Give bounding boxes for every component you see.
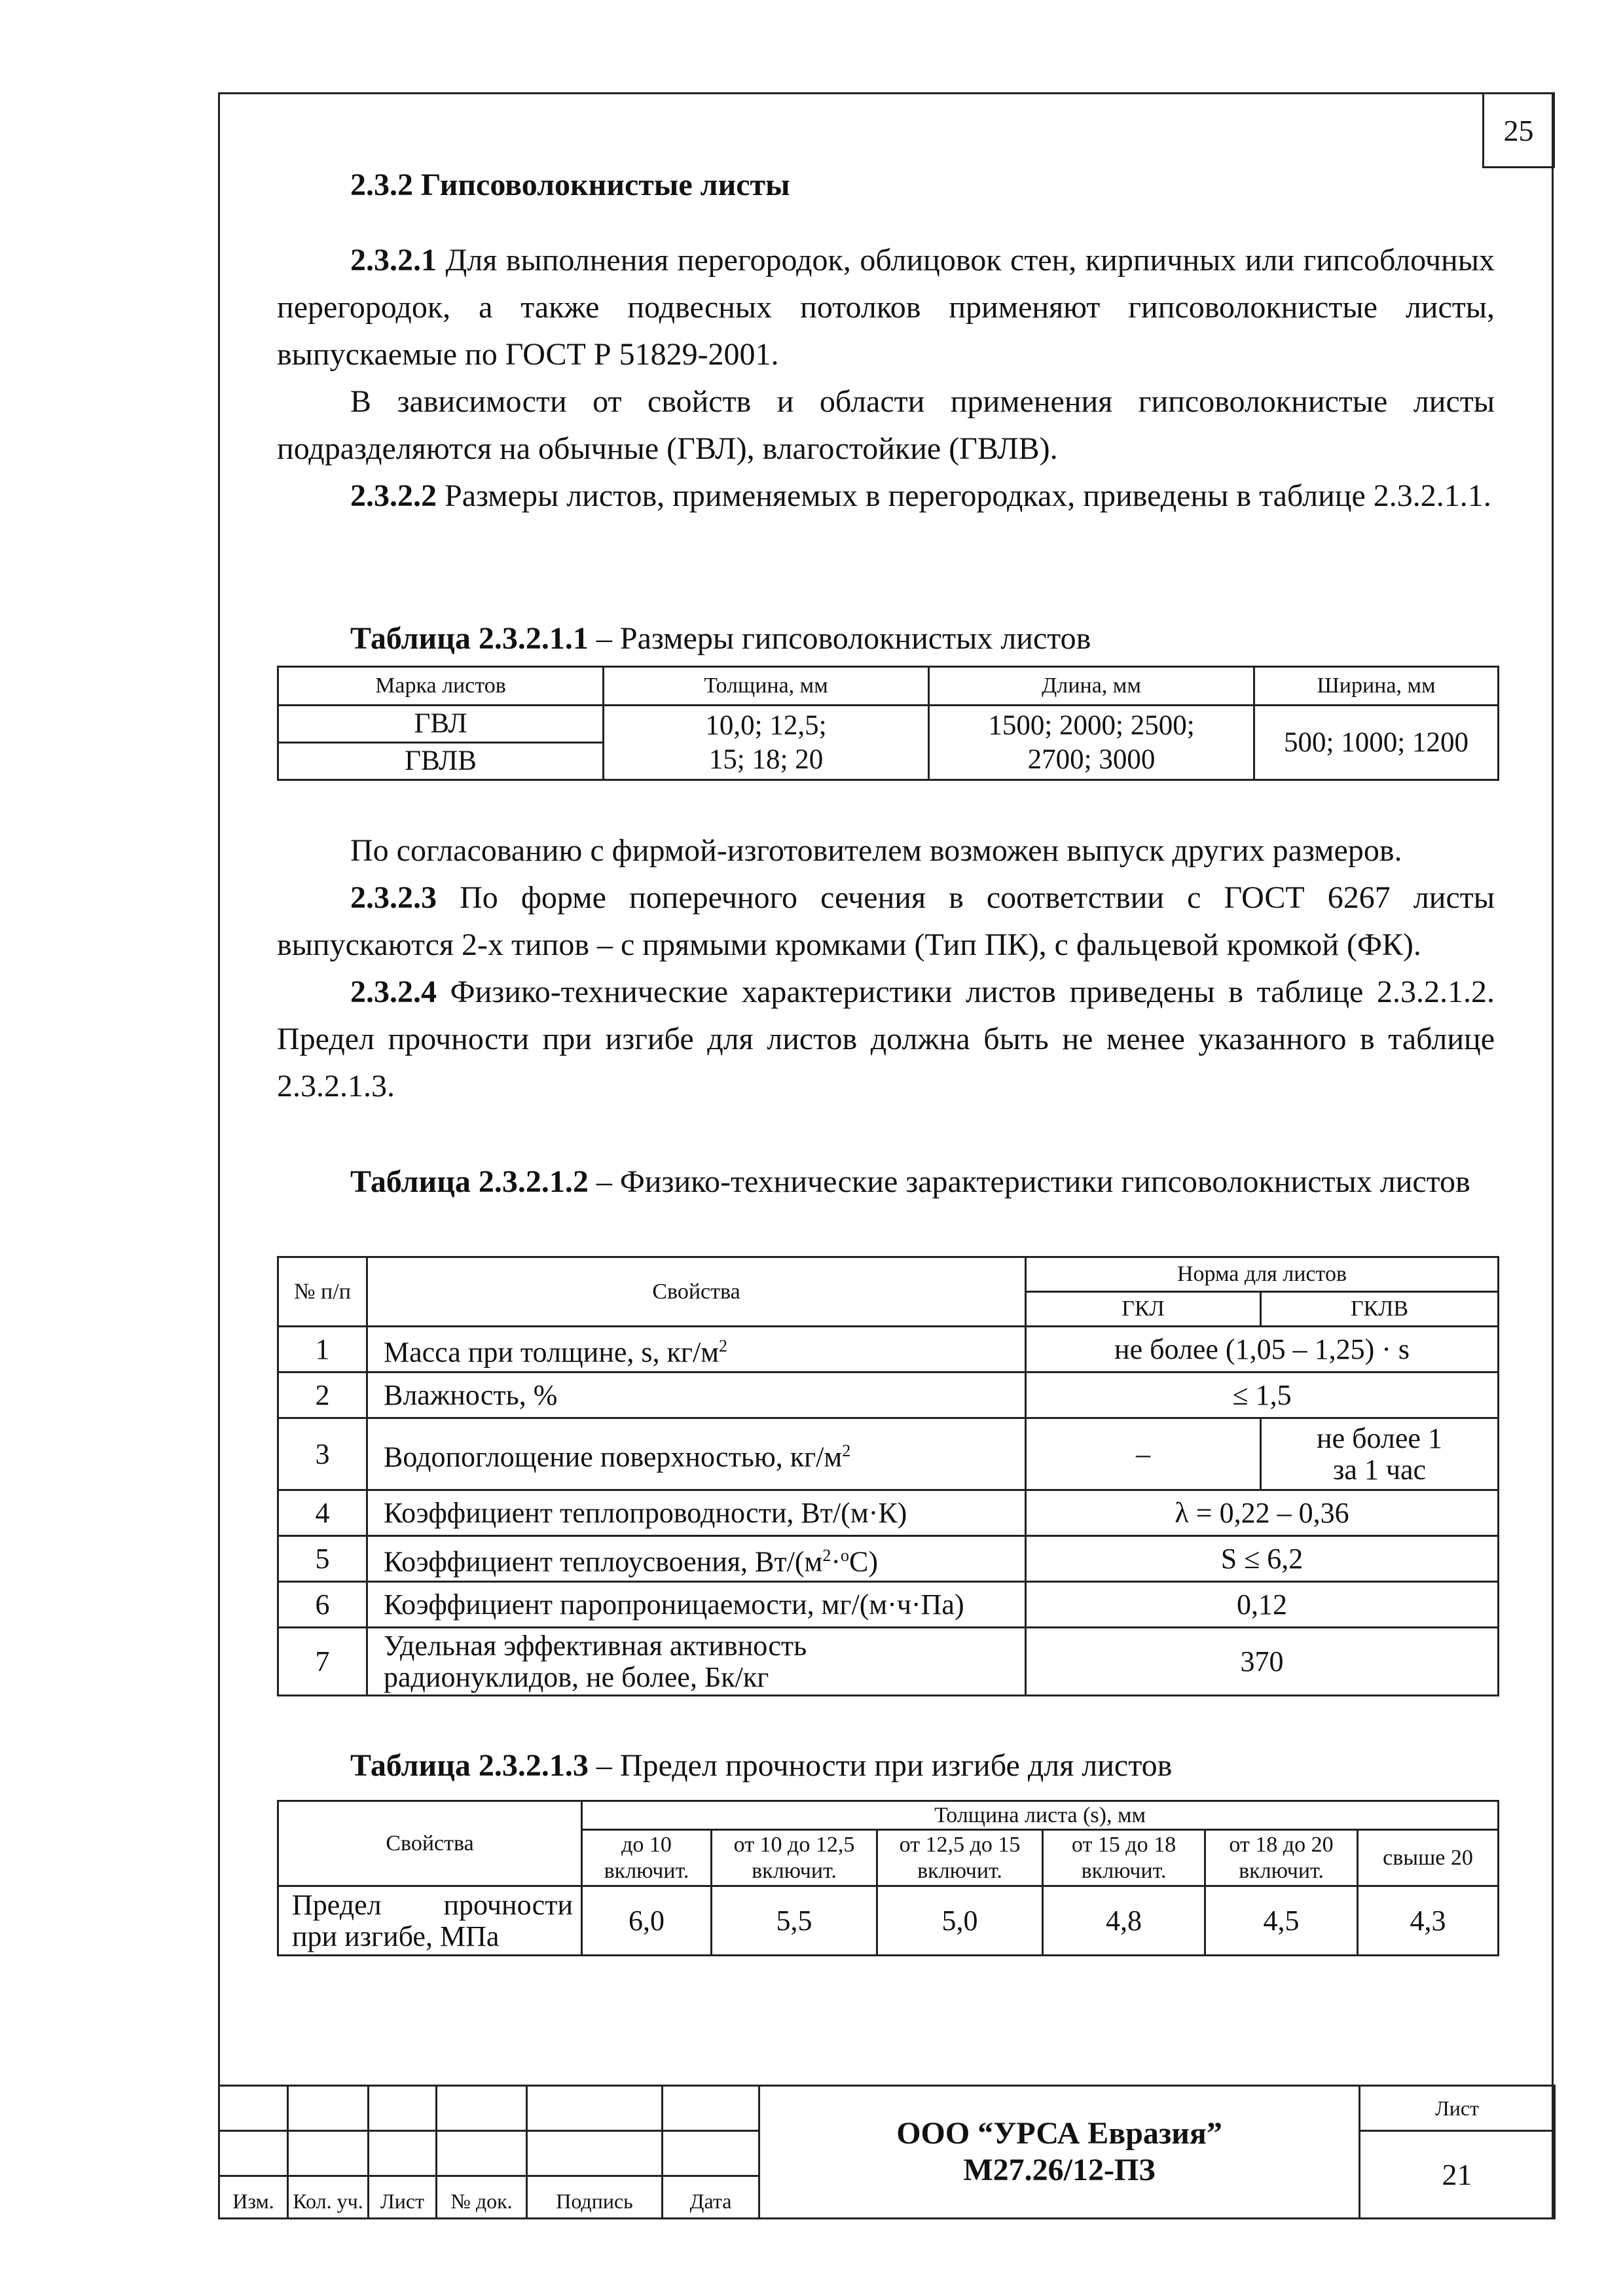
- table-row: [278, 1886, 1499, 1956]
- table3-col-header: [877, 1830, 1043, 1886]
- row-property: [367, 1628, 1026, 1696]
- table-row: [278, 1327, 1499, 1372]
- table3-col-header: [582, 1830, 712, 1886]
- clause-number: 2.3.2.2: [350, 478, 437, 513]
- table2-header-property: Свойства: [367, 1257, 1026, 1327]
- col-line: от 12,5 до 15: [899, 1832, 1021, 1857]
- superscript: 2: [719, 1336, 728, 1355]
- company-name: ООО “УРСА Евразия”: [896, 2116, 1222, 2151]
- col-line: до 10: [621, 1832, 672, 1857]
- stamp-cell: [369, 2086, 437, 2131]
- table3-caption: [350, 1748, 1172, 1784]
- paragraph-text: Размеры листов, применяемых в перегородках, приведены в таблице 2.3.2.1.1.: [437, 478, 1491, 513]
- property-line: Удельная эффективная активность: [384, 1629, 807, 1662]
- row-property: [367, 1418, 1026, 1490]
- table-sheet-sizes: [277, 666, 1499, 781]
- table3-col-header: [1043, 1830, 1205, 1886]
- paragraph-2-3-2-4: [277, 969, 1495, 1110]
- stamp-cell: [288, 2086, 369, 2131]
- superscript: 2: [842, 1441, 851, 1460]
- col-line: включит.: [604, 1858, 689, 1883]
- table3-col-header: [712, 1830, 877, 1886]
- table1-header-thickness: Толщина, мм: [604, 667, 929, 706]
- table1-header-width: Ширина, мм: [1254, 667, 1499, 706]
- paragraph-text: Физико-технические характеристики листов приведены в таблице 2.3.2.1.2. Предел прочности при изгибе для листов должна быть не менее указанного в таблице 2.3.2.1.3.: [277, 975, 1495, 1103]
- label-line: при изгибе, МПа: [292, 1920, 500, 1952]
- row-property: Коэффициент паропроницаемости, мг/(м·ч·Па): [367, 1582, 1026, 1628]
- row-value: λ = 0,22 – 0,36: [1026, 1490, 1499, 1536]
- table3-value: 4,8: [1043, 1886, 1205, 1956]
- col-line: от 15 до 18: [1071, 1832, 1176, 1857]
- stamp-label-list: Лист: [369, 2176, 437, 2219]
- table3-value: 4,5: [1205, 1886, 1358, 1956]
- table2-caption: [277, 1158, 1495, 1206]
- value-line: за 1 час: [1332, 1453, 1427, 1486]
- table2-header-norm: Норма для листов: [1026, 1257, 1499, 1292]
- stamp-cell: [219, 2131, 288, 2176]
- table2-header-gkl: ГКЛ: [1026, 1292, 1261, 1327]
- table3-value: 6,0: [582, 1886, 712, 1956]
- stamp-cell: [369, 2131, 437, 2176]
- thickness-line: 10,0; 12,5;: [705, 709, 827, 741]
- stamp-cell: [437, 2131, 527, 2176]
- title-block: [218, 2085, 1556, 2219]
- table2-caption-text: – Физико-технические зарактеристики гипсоволокнистых листов: [588, 1164, 1470, 1199]
- stamp-sheet-number: 21: [1360, 2131, 1555, 2219]
- col-line: от 18 до 20: [1229, 1832, 1334, 1857]
- table3-row-label: [278, 1886, 582, 1956]
- superscript: о: [840, 1545, 849, 1565]
- property-text: ·: [831, 1545, 841, 1578]
- table1-width-cell: 500; 1000; 1200: [1254, 706, 1499, 780]
- value-line: не более 1: [1317, 1422, 1442, 1454]
- row-value: 0,12: [1026, 1582, 1499, 1628]
- clause-number: 2.3.2.4: [350, 975, 437, 1009]
- table-row: [278, 1582, 1499, 1628]
- table1-thickness-cell: [604, 706, 929, 780]
- row-property: Коэффициент теплопроводности, Вт/(м·К): [367, 1490, 1026, 1536]
- paragraph-gvl-types: В зависимости от свойств и области применения гипсоволокнистые листы подразделяются на обычные (ГВЛ), влагостойкие (ГВЛВ).: [277, 384, 1495, 466]
- row-number: 7: [278, 1628, 367, 1696]
- col-line: от 10 до 12,5: [733, 1832, 855, 1857]
- row-value: S ≤ 6,2: [1026, 1536, 1499, 1582]
- row-value-gkl: –: [1026, 1418, 1261, 1490]
- property-text: С): [848, 1545, 878, 1578]
- stamp-cell: [288, 2131, 369, 2176]
- table-row: [278, 1418, 1499, 1490]
- table-row: [278, 1490, 1499, 1536]
- col-line: включит.: [1081, 1858, 1167, 1883]
- section-heading: 2.3.2 Гипсоволокнистые листы: [350, 168, 790, 202]
- stamp-company: [759, 2086, 1360, 2219]
- table-row: [278, 1536, 1499, 1582]
- table2-header-gklv: ГКЛВ: [1261, 1292, 1499, 1327]
- row-value-gklv: [1261, 1418, 1499, 1490]
- row-value: ≤ 1,5: [1026, 1372, 1499, 1418]
- table-physical-properties: [277, 1256, 1499, 1696]
- stamp-label-izm: Изм.: [219, 2176, 288, 2219]
- col-line: включит.: [917, 1858, 1002, 1883]
- table3-caption-number: Таблица 2.3.2.1.3: [350, 1748, 589, 1783]
- row-number: 1: [278, 1327, 367, 1372]
- table1-mark-gvlv: ГВЛВ: [278, 743, 604, 780]
- stamp-cell: [527, 2131, 663, 2176]
- label-line: Предел прочности: [292, 1888, 573, 1921]
- table1-header-mark: Марка листов: [278, 667, 604, 706]
- table2-caption-number: Таблица 2.3.2.1.2: [350, 1164, 589, 1199]
- col-line: включит.: [752, 1858, 837, 1883]
- paragraph-text: Для выполнения перегородок, облицовок стен, кирпичных или гипсоблочных перегородок, а также подвесных потолков применяют гипсоволокнистые листы, выпускаемые по ГОСТ Р 51829-2001.: [277, 243, 1495, 372]
- table-bending-strength: [277, 1800, 1499, 1956]
- col-line: включит.: [1239, 1858, 1324, 1883]
- stamp-cell: [663, 2131, 759, 2176]
- stamp-cell: [437, 2086, 527, 2131]
- stamp-sheet-label: Лист: [1360, 2086, 1555, 2131]
- row-number: 6: [278, 1582, 367, 1628]
- stamp-cell: [219, 2086, 288, 2131]
- table1-caption-text: – Размеры гипсоволокнистых листов: [588, 621, 1091, 656]
- row-number: 5: [278, 1536, 367, 1582]
- table3-col-header: свыше 20: [1358, 1830, 1499, 1886]
- table1-caption: [350, 620, 1091, 656]
- stamp-label-date: Дата: [663, 2176, 759, 2219]
- length-line: 1500; 2000; 2500;: [988, 709, 1195, 741]
- paragraph-2-3-2-1: [277, 237, 1495, 378]
- length-line: 2700; 3000: [1027, 744, 1156, 775]
- paragraph-2-3-2-2: [277, 473, 1495, 520]
- property-text: Коэффициент теплоусвоения, Вт/(м: [384, 1545, 823, 1578]
- row-property: [367, 1536, 1026, 1582]
- stamp-label-kol-uch: Кол. уч.: [288, 2176, 369, 2219]
- table-row: [278, 1372, 1499, 1418]
- property-line: радионуклидов, не более, Бк/кг: [384, 1660, 769, 1693]
- paragraph-other-sizes: По согласованию с фирмой-изготовителем возможен выпуск других размеров.: [350, 833, 1402, 868]
- clause-number: 2.3.2.3: [350, 880, 437, 915]
- table3-header-thickness: Толщина листа (s), мм: [582, 1801, 1499, 1830]
- stamp-label-signature: Подпись: [527, 2176, 663, 2219]
- table3-caption-text: – Предел прочности при изгибе для листов: [588, 1748, 1173, 1783]
- table1-header-length: Длина, мм: [929, 667, 1254, 706]
- table3-value: 5,0: [877, 1886, 1043, 1956]
- clause-number: 2.3.2.1: [350, 243, 437, 278]
- row-number: 3: [278, 1418, 367, 1490]
- table2-header-num: № п/п: [278, 1257, 367, 1327]
- row-value: не более (1,05 – 1,25) · s: [1026, 1327, 1499, 1372]
- stamp-label-doc: № док.: [437, 2176, 527, 2219]
- stamp-cell: [527, 2086, 663, 2131]
- table1-caption-number: Таблица 2.3.2.1.1: [350, 621, 589, 656]
- property-text: Масса при толщине, s, кг/м: [384, 1336, 720, 1369]
- row-number: 4: [278, 1490, 367, 1536]
- table-row: [278, 1628, 1499, 1696]
- table1-length-cell: [929, 706, 1254, 780]
- property-text: Водопоглощение поверхностью, кг/м: [384, 1441, 843, 1473]
- document-code: М27.26/12-ПЗ: [963, 2153, 1156, 2187]
- thickness-line: 15; 18; 20: [708, 744, 824, 775]
- table3-header-property: Свойства: [278, 1801, 582, 1886]
- table1-mark-gvl: ГВЛ: [278, 706, 604, 743]
- row-value: 370: [1026, 1628, 1499, 1696]
- table3-value: 5,5: [712, 1886, 877, 1956]
- table3-col-header: [1205, 1830, 1358, 1886]
- stamp-cell: [663, 2086, 759, 2131]
- row-property: Влажность, %: [367, 1372, 1026, 1418]
- row-property: [367, 1327, 1026, 1372]
- paragraph-2-3-2-3: [277, 874, 1495, 969]
- table3-value: 4,3: [1358, 1886, 1499, 1956]
- page-number: 25: [1482, 92, 1555, 168]
- superscript: 2: [822, 1545, 831, 1565]
- row-number: 2: [278, 1372, 367, 1418]
- paragraph-text: По форме поперечного сечения в соответствии с ГОСТ 6267 листы выпускаются 2-х типов – с прямыми кромками (Тип ПК), с фальцевой кромкой (ФК).: [277, 880, 1495, 962]
